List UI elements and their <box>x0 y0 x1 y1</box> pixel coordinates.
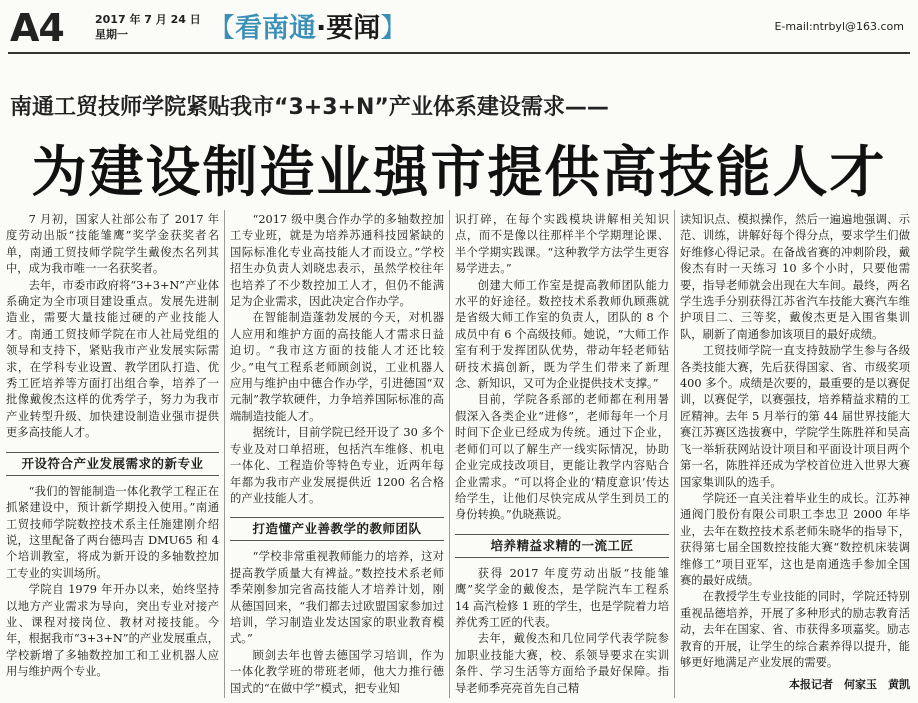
paragraph: “2017 级中奥合作办学的多轴数控加工专业班，就是为培养苏通科技园紧缺的国际标准化专业高技能人才而设立。”学校招生办负责人刘晓忠表示，虽然学校往年也培养了不少数控加工人才，但仍不能满足为企业需求，因此决定合作办学。 <box>230 213 444 309</box>
article-column-4 <box>680 212 910 694</box>
paragraph: 获得 2017 年度劳动出版“技能雏鹰”奖学金的戴俊杰，是学院汽车工程系 14 高汽检修 1 班的学生，也是学院着力培养优秀工匠的代表。 <box>455 566 669 629</box>
section-right-bracket: 】 <box>380 13 408 44</box>
column-divider <box>674 210 675 698</box>
paragraph: 学院自 1979 年开办以来，始终坚持以地方产业需求为导向，突出专业对接产业、课程对接岗位、教材对接技能。今年，根据我市“3+3+N”的产业发展重点，学校新增了多轴数控加工和工业机器人应用与维护两个专业。 <box>6 583 219 679</box>
article-headline: 为建设制造业强市提供高技能人才 <box>31 140 887 204</box>
section-subhead: 打造懂产业善教学的教师团队 <box>230 517 444 541</box>
paragraph: 工贸技师学院一直支持鼓励学生参与各级各类技能大赛，先后获得国家、省、市级奖项 400 多个。成绩是次要的，最重要的是以赛促训，以赛促学，以赛强技，培养精益求精的工匠精神。去年 5 月举行的第 44 届世界技能大赛江苏赛区选拔赛中，学院学生陈胜祥和吴高飞一举斩获网站设计项目和平面设计项目两个第一名，陈胜祥还成为学校首位进入世界大赛国家集训队的选手。 <box>680 344 910 489</box>
paragraph: 读知识点、模拟操作，然后一遍遍地强调、示范、训练，讲解好每个得分点，要求学生们做好维修心得记录。在备战省赛的冲刺阶段，戴俊杰有时一天练习 10 多个小时，只要他需要，指导老师就会出现在大车间。最终，两名学生选手分别获得江苏省汽车技能大赛汽车维护项目二、三等奖，戴俊杰更是入围省集训队，刷新了南通参加该项目的最好成绩。 <box>680 213 910 341</box>
paragraph: 识打碎，在每个实践模块讲解相关知识点，而不是像以往那样半个学期理论课、半个学期实践课。“这种教学方法学生更容易学进去。” <box>455 213 669 276</box>
column-divider <box>224 210 225 698</box>
column-divider <box>449 210 450 698</box>
paragraph: 据统计，目前学院已经开设了 30 多个专业及对口单招班，包括汽车维修、机电一体化、工程造价等特色专业，近两年每年都为我市产业发展提供近 1200 名合格的产业技能人才。 <box>230 426 444 505</box>
paragraph: 7 月初，国家人社部公布了 2017 年度劳动出版“技能雏鹰”奖学金获奖者名单，南通工贸技师学院学生戴俊杰名列其中，成为我市唯一一名获奖者。 <box>6 213 219 276</box>
section-left-bracket: 【 <box>208 13 235 44</box>
section-name: 要闻 <box>326 13 381 44</box>
paragraph: 在教授学生专业技能的同时，学院还特别重视品德培养，开展了多种形式的励志教育活动，去年在国家、省、市获得多项嘉奖。励志教育的开展，让学生的综合素养得以提升，能够更好地满足产业发展的需要。 <box>680 590 910 669</box>
section-title <box>208 6 407 45</box>
masthead-rule <box>8 52 910 54</box>
masthead <box>0 0 918 50</box>
paragraph: 去年，市委市政府将“3+3+N”产业体系确定为全市项目建设重点。发展先进制造业，需要大量技能过硬的产业技能人才。南通工贸技师学院在市人社局党组的领导和支持下，紧贴我市产业发展实际需求，在学科专业设置、教学团队打造、优秀工匠培养等方面打出组合拳，培养了一批像戴俊杰这样的优秀学子，努力为我市产业转型升级、加快建设制造业强市提供更多高技能人才。 <box>6 278 219 440</box>
article-column-2 <box>230 212 444 697</box>
paragraph: 顾剑去年也曾去德国学习培训，作为一体化教学班的带班老师，他大力推行德国式的“在做中学”模式，把专业知 <box>230 648 444 695</box>
issue-date: 2017 年 7 月 24 日 <box>95 13 201 26</box>
contact-email: E-mail:ntrbyl@163.com <box>774 20 904 33</box>
paragraph: 创建大师工作室是提高教师团队能力水平的好途径。数控技术系教师仇顾燕就是省级大师工作室的负责人，团队的 8 个成员中有 6 个高级技师。她说，“大师工作室有利于发挥团队优势，带动年轻老师钻研技术搞创新，既为学生们带来了新理念、新知识，又可为企业提供技术支撑。” <box>455 278 669 391</box>
paragraph: “学校非常重视教师能力的培养，这对提高教学质量大有裨益。”数控技术系老师季荣刚参加完省高技能人才培养计划，刚从德国回来，“我们都去过欧盟国家参加过培训，学习制造业发达国家的职业教育模式。” <box>230 550 444 646</box>
issue-weekday: 星期一 <box>95 28 128 41</box>
paragraph: 学院还一直关注着毕业生的成长。江苏神通阀门股份有限公司职工李忠卫 2000 年毕业，去年在数控技术系老师朱晓华的指导下，获得第七届全国数控技能大赛“数控机床装调维修工”项目亚军，这也是南通选手参加全国赛的最好成绩。 <box>680 491 910 587</box>
article-column-3 <box>455 212 669 697</box>
paragraph: “我们的智能制造一体化教学工程正在抓紧建设中，预计新学期投入使用。”南通工贸技师学院数控技术系主任施建刚介绍说，这里配备了两台德玛吉 DMU65 和 4 个培训教室，将成为新开设的多轴数控加工专业的实训场所。 <box>6 484 219 580</box>
paragraph: 目前，学院各系部的老师都在利用暑假深入各类企业“进修”，老师每年一个月时间下企业已经成为传统。通过下企业，老师们可以了解生产一线实际情况，协助企业完成技改项目，更能让教学内容贴合企业需求。“可以将企业的‘精度意识’传达给学生，让他们尽快完成从学生到员工的身份转换。”仇晓燕说。 <box>455 393 669 522</box>
paragraph: 去年，戴俊杰和几位同学代表学院参加职业技能大赛，校、系领导要求在实训条件、学习生活等方面给予最好保障。指导老师季亮亮首先自己精 <box>455 632 669 695</box>
section-city: 看南通 <box>235 13 316 44</box>
article-column-1 <box>6 212 219 681</box>
article-subtitle: 南通工贸技师学院紧贴我市“3+3+N”产业体系建设需求—— <box>10 95 609 120</box>
section-subhead: 开设符合产业发展需求的新专业 <box>6 452 219 476</box>
section-dot: · <box>316 13 327 44</box>
issue-date-block <box>95 12 201 42</box>
section-subhead: 培养精益求精的一流工匠 <box>455 534 669 558</box>
page-number: A4 <box>10 6 64 50</box>
paragraph: 在智能制造蓬勃发展的今天，对机器人应用和维护方面的高技能人才需求日益迫切。“我市这方面的技能人才还比较少。”电气工程系老师顾剑说，工业机器人应用与维护由中德合作办学，引进德国“双元制”教学软硬件，力争培养国际标准的高端制造技能人才。 <box>230 311 444 423</box>
reporter-byline: 本报记者 何家玉 黄凯 <box>789 678 910 692</box>
